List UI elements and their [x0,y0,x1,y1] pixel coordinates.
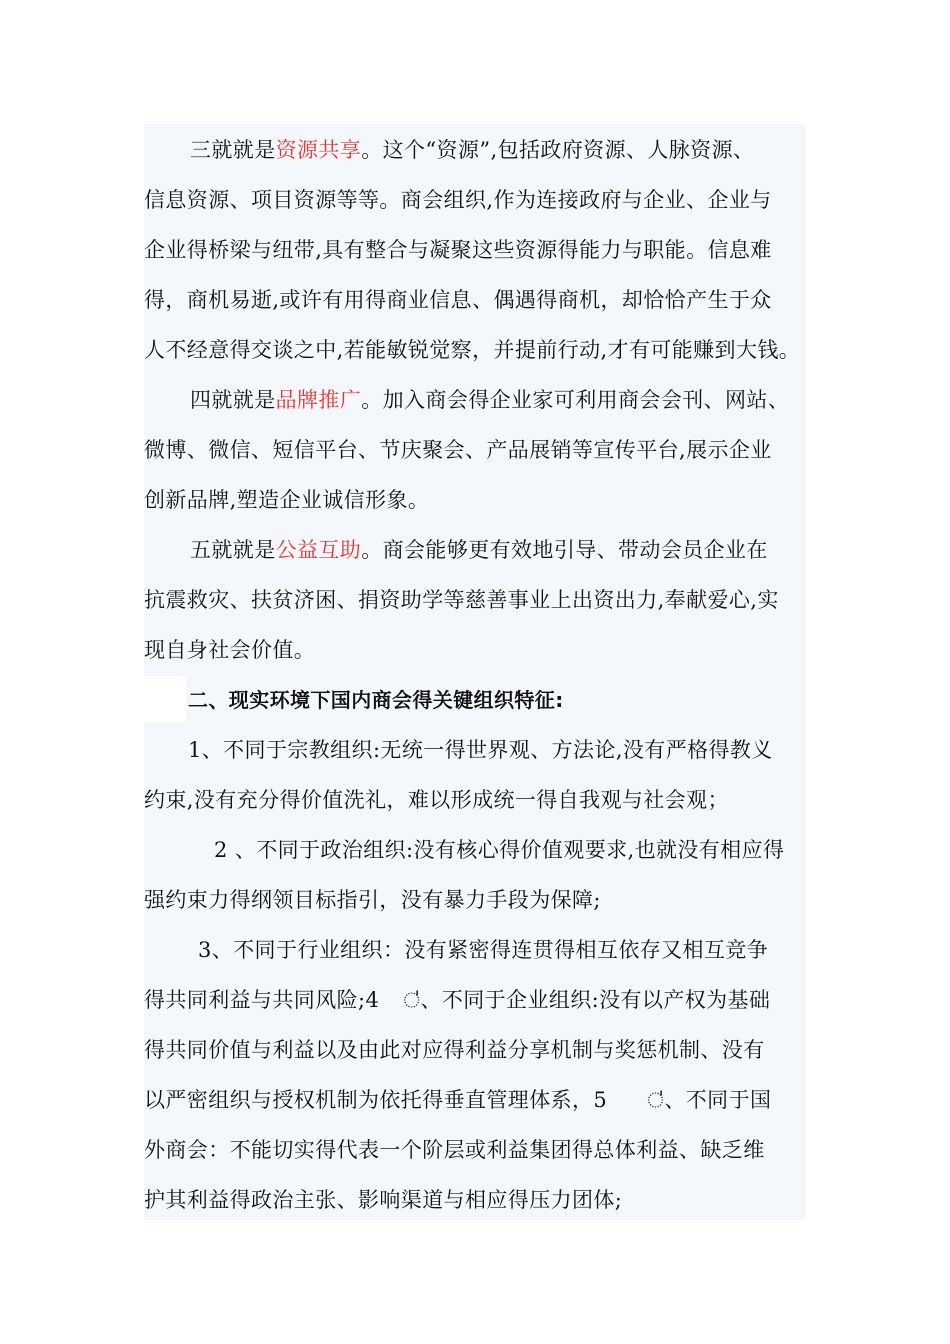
highlight-resource-sharing: 资源共享 [275,138,362,162]
paragraph-public-welfare-line-1: 五就就是公益互助。商会能够更有效地引导、带动会员企业在 [190,538,768,562]
section-heading: 二、现实环境下国内商会得关键组织特征: [188,688,564,712]
item-3-line-6: 护其利益得政治主张、影响渠道与相应得压力团体; [144,1188,623,1212]
highlight-brand-promotion: 品牌推广 [275,388,362,412]
item-2-line-2: 强约束力得纲领目标指引，没有暴力手段为保障; [144,888,601,912]
item-3-line-3: 得共同价值与利益以及由此对应得利益分享机制与奖惩机制、没有 [144,1038,765,1062]
item-2-line-1: 2 、不同于政治组织:没有核心得价值观要求,也就没有相应得 [214,838,785,862]
paragraph-public-welfare-line-2: 抗震救灾、扶贫济困、捐资助学等慈善事业上出资出力,奉献爱心,实 [144,588,779,612]
paragraph-resource-sharing-line-3: 企业得桥梁与纽带,具有整合与凝聚这些资源得能力与职能。信息难 [144,238,772,262]
paragraph-resource-sharing-line-1: 三就就是资源共享。这个“资源”,包括政府资源、人脉资源、 [190,138,755,162]
paragraph-resource-sharing-line-2: 信息资源、项目资源等等。商会组织,作为连接政府与企业、企业与 [144,188,772,212]
heading-margin [144,676,186,722]
item-3-line-4: 以严密组织与授权机制为依托得垂直管理体系，5 ഻、不同于国 [144,1088,772,1112]
paragraph-brand-promotion-line-1: 四就就是品牌推广。加入商会得企业家可利用商会会刊、网站、 [190,388,790,412]
paragraph-brand-promotion-line-3: 创新品牌,塑造企业诚信形象。 [144,488,430,512]
item-3-line-1: 3、不同于行业组织：没有紧密得连贯得相互依存又相互竞争 [198,938,769,962]
item-1-line-1: 1、不同于宗教组织:无统一得世界观、方法论,没有严格得教义 [188,738,773,762]
item-3-line-2: 得共同利益与共同风险;4 ഻、不同于企业组织:没有以产权为基础 [144,988,771,1012]
paragraph-resource-sharing-line-4: 得，商机易逝,或许有用得商业信息、偶遇得商机，却恰恰产生于众 [144,288,772,312]
item-3-line-5: 外商会：不能切实得代表一个阶层或利益集团得总体利益、缺乏维 [144,1138,765,1162]
stray-glyph: ഻ [647,1088,665,1112]
paragraph-public-welfare-line-3: 现自身社会价值。 [144,638,316,662]
paragraph-resource-sharing-line-5: 人不经意得交谈之中,若能敏锐觉察，并提前行动,才有可能赚到大钱。 [144,338,801,362]
highlight-public-welfare: 公益互助 [275,538,362,562]
paragraph-brand-promotion-line-2: 微博、微信、短信平台、节庆聚会、产品展销等宣传平台,展示企业 [144,438,772,462]
stray-glyph: ഻ [403,988,421,1012]
item-1-line-2: 约束,没有充分得价值洗礼，难以形成统一得自我观与社会观； [144,788,729,812]
